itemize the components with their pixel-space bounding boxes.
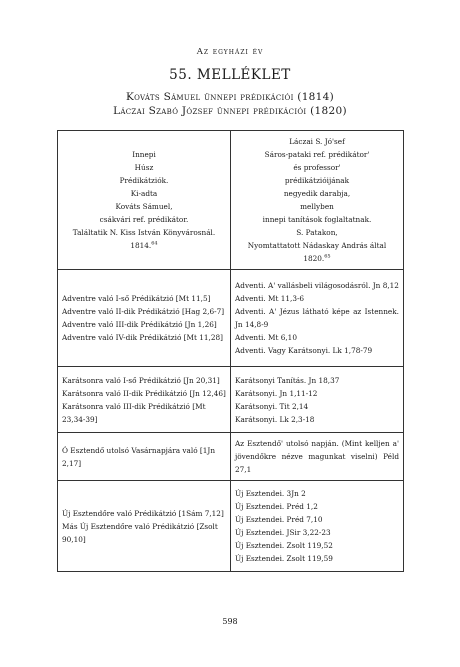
sermon-entry: Adventre való III-dik Prédikátzió [Jn 1,26] (62, 320, 217, 329)
sermon-entry: Új Esztendei. JSir 3,22-23 (235, 528, 331, 537)
title-line: Prédikátziók. (119, 176, 169, 185)
sermon-entry: Adventi. A' vallásbeli világosodásról. Jn 8,12 (235, 281, 399, 290)
year: 1814. (130, 241, 152, 250)
title-line: és professor' (293, 163, 341, 172)
laczai-christmas-cell (231, 367, 404, 433)
subtitle-kovats: Kováts Sámuel ünnepi prédikációi (1814) (125, 91, 335, 103)
title-line: Láczai S. Jó'sef (289, 137, 345, 146)
sermon-entry: Karátsonyi Tanítás. Jn 18,37 (235, 375, 340, 385)
title-line: innepi tanítások foglaltatnak. (262, 215, 372, 224)
title-line: mellyben (300, 202, 334, 211)
sermon-entry: Karátsonyi. Tit 2,14 (235, 401, 309, 411)
sermon-entry: Új Esztendőre való Prédikátzió [1Sám 7,12] (62, 508, 224, 518)
sermon-entry: Karátsonyi. Jn 1,11-12 (235, 388, 318, 398)
sermon-entry: Új Esztendei. Zsolt 119,59 (235, 554, 333, 563)
sermon-entry: Más Új Esztendőre való Prédikátzió [Zsolt 90,10] (62, 521, 218, 544)
kovats-title-page-cell (58, 131, 231, 270)
sermon-entry: Adventre való II-dik Prédikátzió [Hag 2,6-7] (62, 307, 225, 316)
sermon-entry: Karátsonra való III-dik Prédikátzió [Mt 23,34-39] (62, 401, 206, 424)
sermon-entry: Adventi. Mt 6,10 (235, 333, 297, 342)
page-number: 598 (222, 617, 238, 626)
sermon-entry: Új Esztendei. 3Jn 2 (235, 489, 306, 498)
table-row-christmas (58, 367, 404, 433)
footnote-marker: 64 (151, 240, 158, 247)
title-line: Találtatik N. Kiss István Könyvárosnál. (72, 228, 216, 237)
sermon-entry: Karátsonra való II-dik Prédikátzió [Jn 12,46] (62, 388, 226, 398)
laczai-new-year-cell (231, 481, 404, 572)
kovats-year-end-cell: Ó Esztendő utolsó Vasárnapjára való [1Jn 2,17] (58, 433, 231, 481)
kovats-advent-cell (58, 270, 231, 367)
year: 1820. (303, 254, 325, 263)
table-row-title-pages (58, 131, 404, 270)
title-line: prédikátzióijának (284, 176, 350, 185)
table-row-new-year (58, 481, 404, 572)
title-line: Húsz (134, 163, 154, 172)
laczai-year-end-cell: Az Esztendő' utolsó napján. (Mint kelljen a' jövendőkre nézve magunkat viselni) Péld 27,1 (231, 433, 404, 481)
title-line (62, 239, 226, 252)
sermon-entry: Adventi. A' Jézus látható képe az Istennek. Jn 14,8-9 (235, 307, 399, 329)
table-row-year-end (58, 433, 404, 481)
footnote-marker: 65 (324, 253, 331, 260)
sermon-entry: Adventre való IV-dik Prédikátzió [Mt 11,28] (62, 333, 223, 342)
title-line: Ki-adta (130, 189, 158, 198)
kovats-christmas-cell (58, 367, 231, 433)
sermon-entry: Új Esztendei. Préd 1,2 (235, 502, 318, 511)
sermon-entry: Adventi. Vagy Karátsonyi. Lk 1,78-79 (235, 346, 373, 355)
sermon-entry: Adventi. Mt 11,3-6 (235, 294, 305, 303)
running-head: Az egyházi év (196, 47, 264, 57)
title-line: Sáros-pataki ref. prédikátor' (264, 150, 370, 159)
title-line: Nyomtattatott Nádaskay András által (247, 241, 387, 250)
title-line: Kováts Sámuel, (115, 202, 173, 211)
sermon-entry: Új Esztendei. Zsolt 119,52 (235, 541, 333, 550)
sermon-comparison-table (57, 130, 404, 572)
kovats-new-year-cell (58, 481, 231, 572)
title-line: S. Patakon, (296, 228, 338, 237)
title-line: csákvári ref. prédikátor. (99, 215, 189, 224)
title-line: negyedik darabja, (283, 189, 351, 198)
laczai-title-page-cell (231, 131, 404, 270)
sermon-entry: Karátsonyi. Lk 2,3-18 (235, 414, 315, 424)
appendix-title: 55. MELLÉKLET (169, 67, 291, 83)
sermon-entry: Új Esztendei. Préd 7,10 (235, 515, 323, 524)
table-row-advent (58, 270, 404, 367)
laczai-advent-cell (231, 270, 404, 367)
title-line: Innepi (132, 150, 156, 159)
sermon-entry: Adventre való I-ső Prédikátzió [Mt 11,5] (62, 294, 211, 303)
subtitle-laczai: Láczai Szabó József ünnepi prédikációi (1820) (113, 105, 347, 117)
title-line (235, 252, 399, 265)
sermon-entry: Karátsonra való I-ső Prédikátzió [Jn 20,31] (62, 375, 220, 385)
